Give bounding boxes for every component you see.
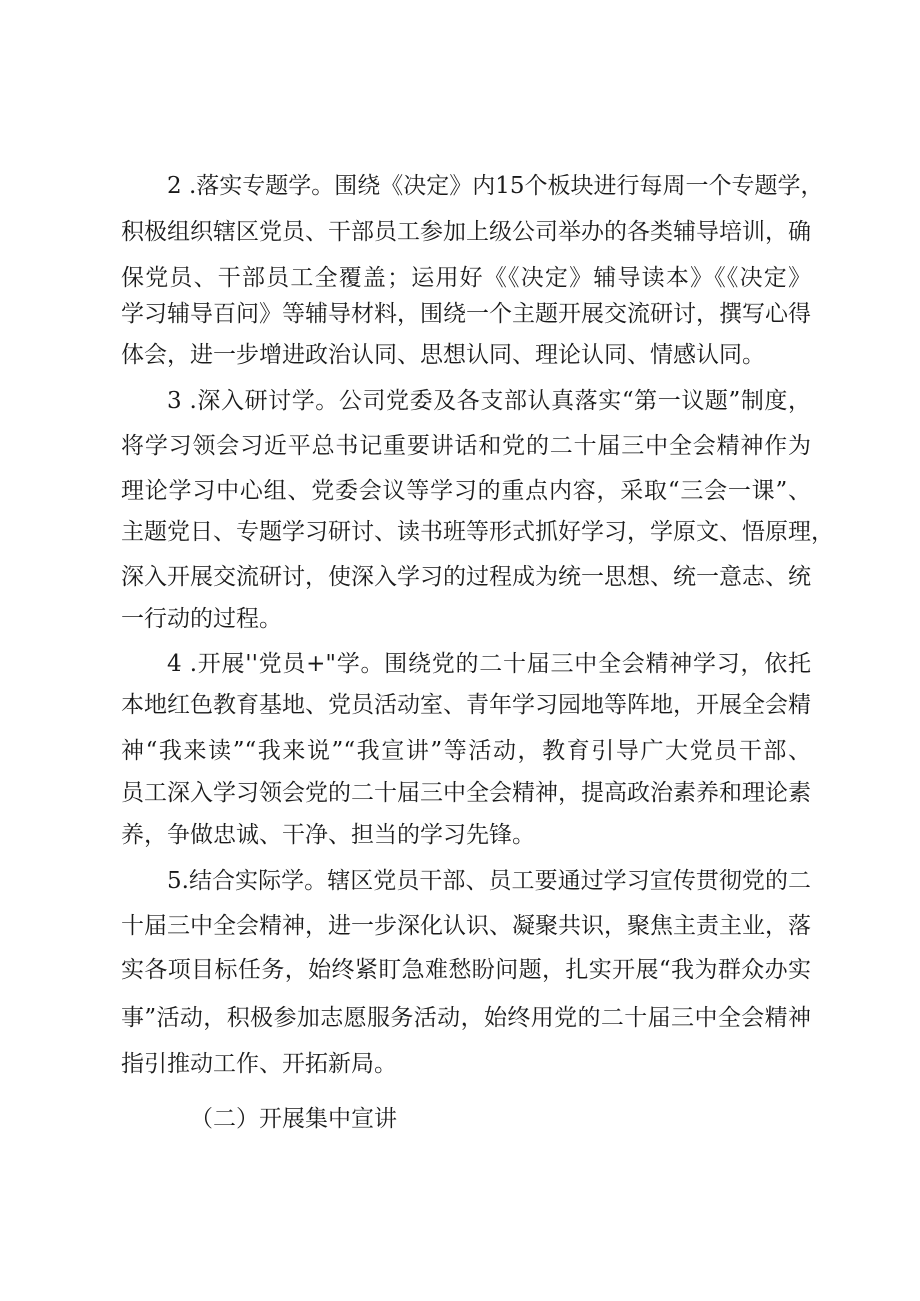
paragraph-line: 将学习领会习近平总书记重要讲话和党的二十届三中全会精神作为	[121, 433, 811, 459]
paragraph-line: 4 .开展''党员+"学。围绕党的二十届三中全会精神学习，依托	[167, 651, 811, 677]
paragraph-line: 体会，进一步增进政治认同、思想认同、理论认同、情感认同。	[121, 342, 765, 368]
paragraph-line: 学习辅导百问》等辅导材料，围绕一个主题开展交流研讨，撰写心得	[121, 301, 811, 327]
paragraph-line: 深入开展交流研讨，使深入学习的过程成为统一思想、统一意志、统	[121, 564, 811, 590]
paragraph-line: 事”活动，积极参加志愿服务活动，始终用党的二十届三中全会精神	[121, 1005, 811, 1031]
paragraph-line: 神“我来读”“我来说”“我宣讲”等活动，教育引导广大党员干部、	[121, 738, 811, 764]
paragraph-line: 保党员、干部员工全覆盖；运用好《《决定》辅导读本》《《决定》	[121, 265, 811, 291]
paragraph-line: 2 .落实专题学。围绕《决定》内15个板块进行每周一个专题学，	[167, 173, 824, 199]
paragraph-line: 5.结合实际学。辖区党员干部、员工要通过学习宣传贯彻党的二	[167, 868, 811, 894]
paragraph-line: 3 .深入研讨学。公司党委及各支部认真落实“第一议题”制度，	[167, 388, 811, 414]
paragraph-line: 积极组织辖区党员、干部员工参加上级公司举办的各类辅导培训，确	[121, 219, 811, 245]
section-heading: （二）开展集中宣讲	[190, 1106, 397, 1132]
paragraph-line: 实各项目标任务，始终紧盯急难愁盼问题，扎实开展“我为群众办实	[121, 957, 811, 983]
paragraph-line: 十届三中全会精神，进一步深化认识、凝聚共识，聚焦主责主业，落	[121, 913, 811, 939]
paragraph-line: 养，争做忠诚、干净、担当的学习先锋。	[121, 822, 535, 848]
paragraph-line: 一行动的过程。	[121, 606, 282, 632]
paragraph-line: 主题党日、专题学习研讨、读书班等形式抓好学习，学原文、悟原理，	[121, 519, 834, 545]
paragraph-line: 员工深入学习领会党的二十届三中全会精神，提高政治素养和理论素	[121, 780, 811, 806]
paragraph-line: 理论学习中心组、党委会议等学习的重点内容，采取“三会一课”、	[121, 478, 811, 504]
paragraph-line: 本地红色教育基地、党员活动室、青年学习园地等阵地，开展全会精	[121, 692, 811, 718]
paragraph-line: 指引推动工作、开拓新局。	[121, 1051, 397, 1077]
